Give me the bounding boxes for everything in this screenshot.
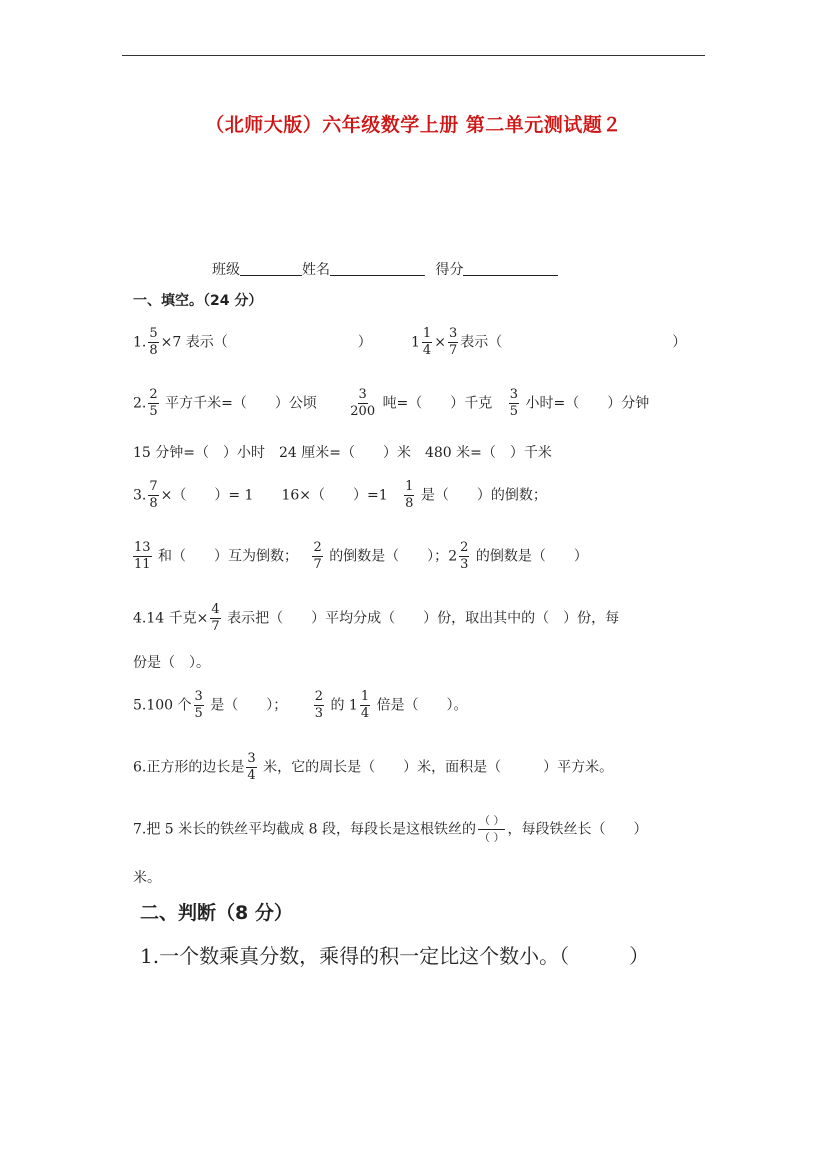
score-field[interactable]	[463, 261, 558, 276]
question-number: 1.	[133, 334, 147, 351]
question-number: 3.	[133, 487, 147, 504]
name-field[interactable]	[330, 261, 425, 276]
fraction: $\frac{3}{200}$	[350, 387, 376, 419]
page-title: （北师大版）六年级数学上册 第二单元测试题２	[205, 114, 622, 136]
question-text: 米，它的周长是（ ）米，面积是（ ）平方米。	[263, 759, 614, 776]
question-text: 倍是（ ）。	[376, 697, 468, 714]
name-label: 姓名	[302, 262, 330, 278]
judge-item-1: 1.一个数乘真分数，乘得的积一定比这个数小。（ ）	[140, 944, 650, 968]
question-text: 是（ ）；	[210, 697, 288, 714]
question-text: 4.14 千克×	[133, 610, 209, 627]
question-text: 小时=（ ）分钟	[525, 395, 650, 412]
question-text: 的倒数是（ ）	[475, 548, 588, 565]
question-text: 是（ ）的倒数；	[420, 487, 547, 504]
fraction: $\frac{3}{5}$	[509, 387, 519, 419]
question-1b	[411, 327, 686, 358]
section-heading-fill-blank: 一、填空。（24 分）	[133, 293, 263, 309]
fraction: $\frac{1}{4}$	[422, 326, 432, 358]
question-4-line2: 份是（ ）。	[133, 655, 210, 671]
question-text: ×7 表示（	[160, 334, 228, 351]
question-text: 和（ ）互为倒数；	[158, 548, 298, 565]
question-text: 的	[330, 697, 345, 714]
question-7	[133, 814, 647, 845]
question-text: ×（ ）= 1 16×（ ）=1	[160, 487, 388, 504]
question-text: 表示把（ ）平均分成（ ）份，取出其中的（ ）份，每	[227, 610, 620, 627]
question-number: 2.	[133, 395, 147, 412]
section-heading-judge: 二、判断（8 分）	[140, 902, 293, 924]
score-label: 得分	[435, 262, 464, 278]
class-field[interactable]	[240, 261, 302, 276]
question-text: ）	[357, 334, 372, 351]
question-text: ）	[672, 334, 687, 351]
question-text: 5.100 个	[133, 697, 192, 714]
question-text: ×	[434, 334, 446, 351]
fraction: $\frac{7}{8}$	[149, 479, 158, 511]
fraction: $\frac{2}{7}$	[313, 540, 322, 572]
question-6	[133, 752, 613, 783]
fraction: $\frac{2}{5}$	[149, 387, 158, 419]
fraction: $\frac{1}{4}$	[360, 689, 370, 721]
fraction: $\frac{2}{3}$	[314, 689, 323, 721]
header-rule	[122, 55, 705, 56]
mixed-whole: 2	[448, 548, 458, 565]
question-text: 吨=（ ）千克	[382, 395, 493, 412]
fraction: $\frac{3}{5}$	[194, 689, 203, 721]
student-info-line	[212, 259, 558, 279]
mixed-whole: 1	[411, 334, 420, 351]
fraction-blank[interactable]: $\frac{( )}{( )}$	[478, 814, 505, 844]
question-text: 7.把 5 米长的铁丝平均截成 8 段，每段长是这根铁丝的	[133, 821, 476, 838]
question-text: 6.正方形的边长是	[133, 759, 245, 776]
question-2-line2: 15 分钟=（ ）小时 24 厘米=（ ）米 480 米=（ ）千米	[133, 445, 552, 461]
mixed-whole: 1	[348, 697, 358, 714]
fraction: $\frac{3}{4}$	[247, 751, 256, 783]
question-text: 表示（	[460, 334, 503, 351]
question-4	[133, 603, 619, 634]
fraction: $\frac{13}{11}$	[134, 540, 151, 572]
question-5	[133, 690, 468, 721]
question-7-line2: 米。	[133, 870, 161, 886]
question-3	[133, 480, 547, 511]
question-3-line2	[131, 541, 588, 572]
class-label: 班级	[212, 262, 240, 278]
question-2	[133, 388, 649, 419]
question-text: 的倒数是（ ）；	[329, 548, 449, 565]
fraction: $\frac{2}{3}$	[460, 540, 469, 572]
question-1	[133, 327, 372, 358]
fraction: $\frac{4}{7}$	[211, 602, 220, 634]
question-text: ，每段铁丝长（ ）	[507, 821, 648, 838]
fraction: $\frac{1}{8}$	[405, 479, 414, 511]
fraction: $\frac{3}{7}$	[448, 326, 458, 358]
fraction: $\frac{5}{8}$	[149, 326, 158, 358]
question-text: 平方千米=（ ）公顷	[165, 395, 317, 412]
